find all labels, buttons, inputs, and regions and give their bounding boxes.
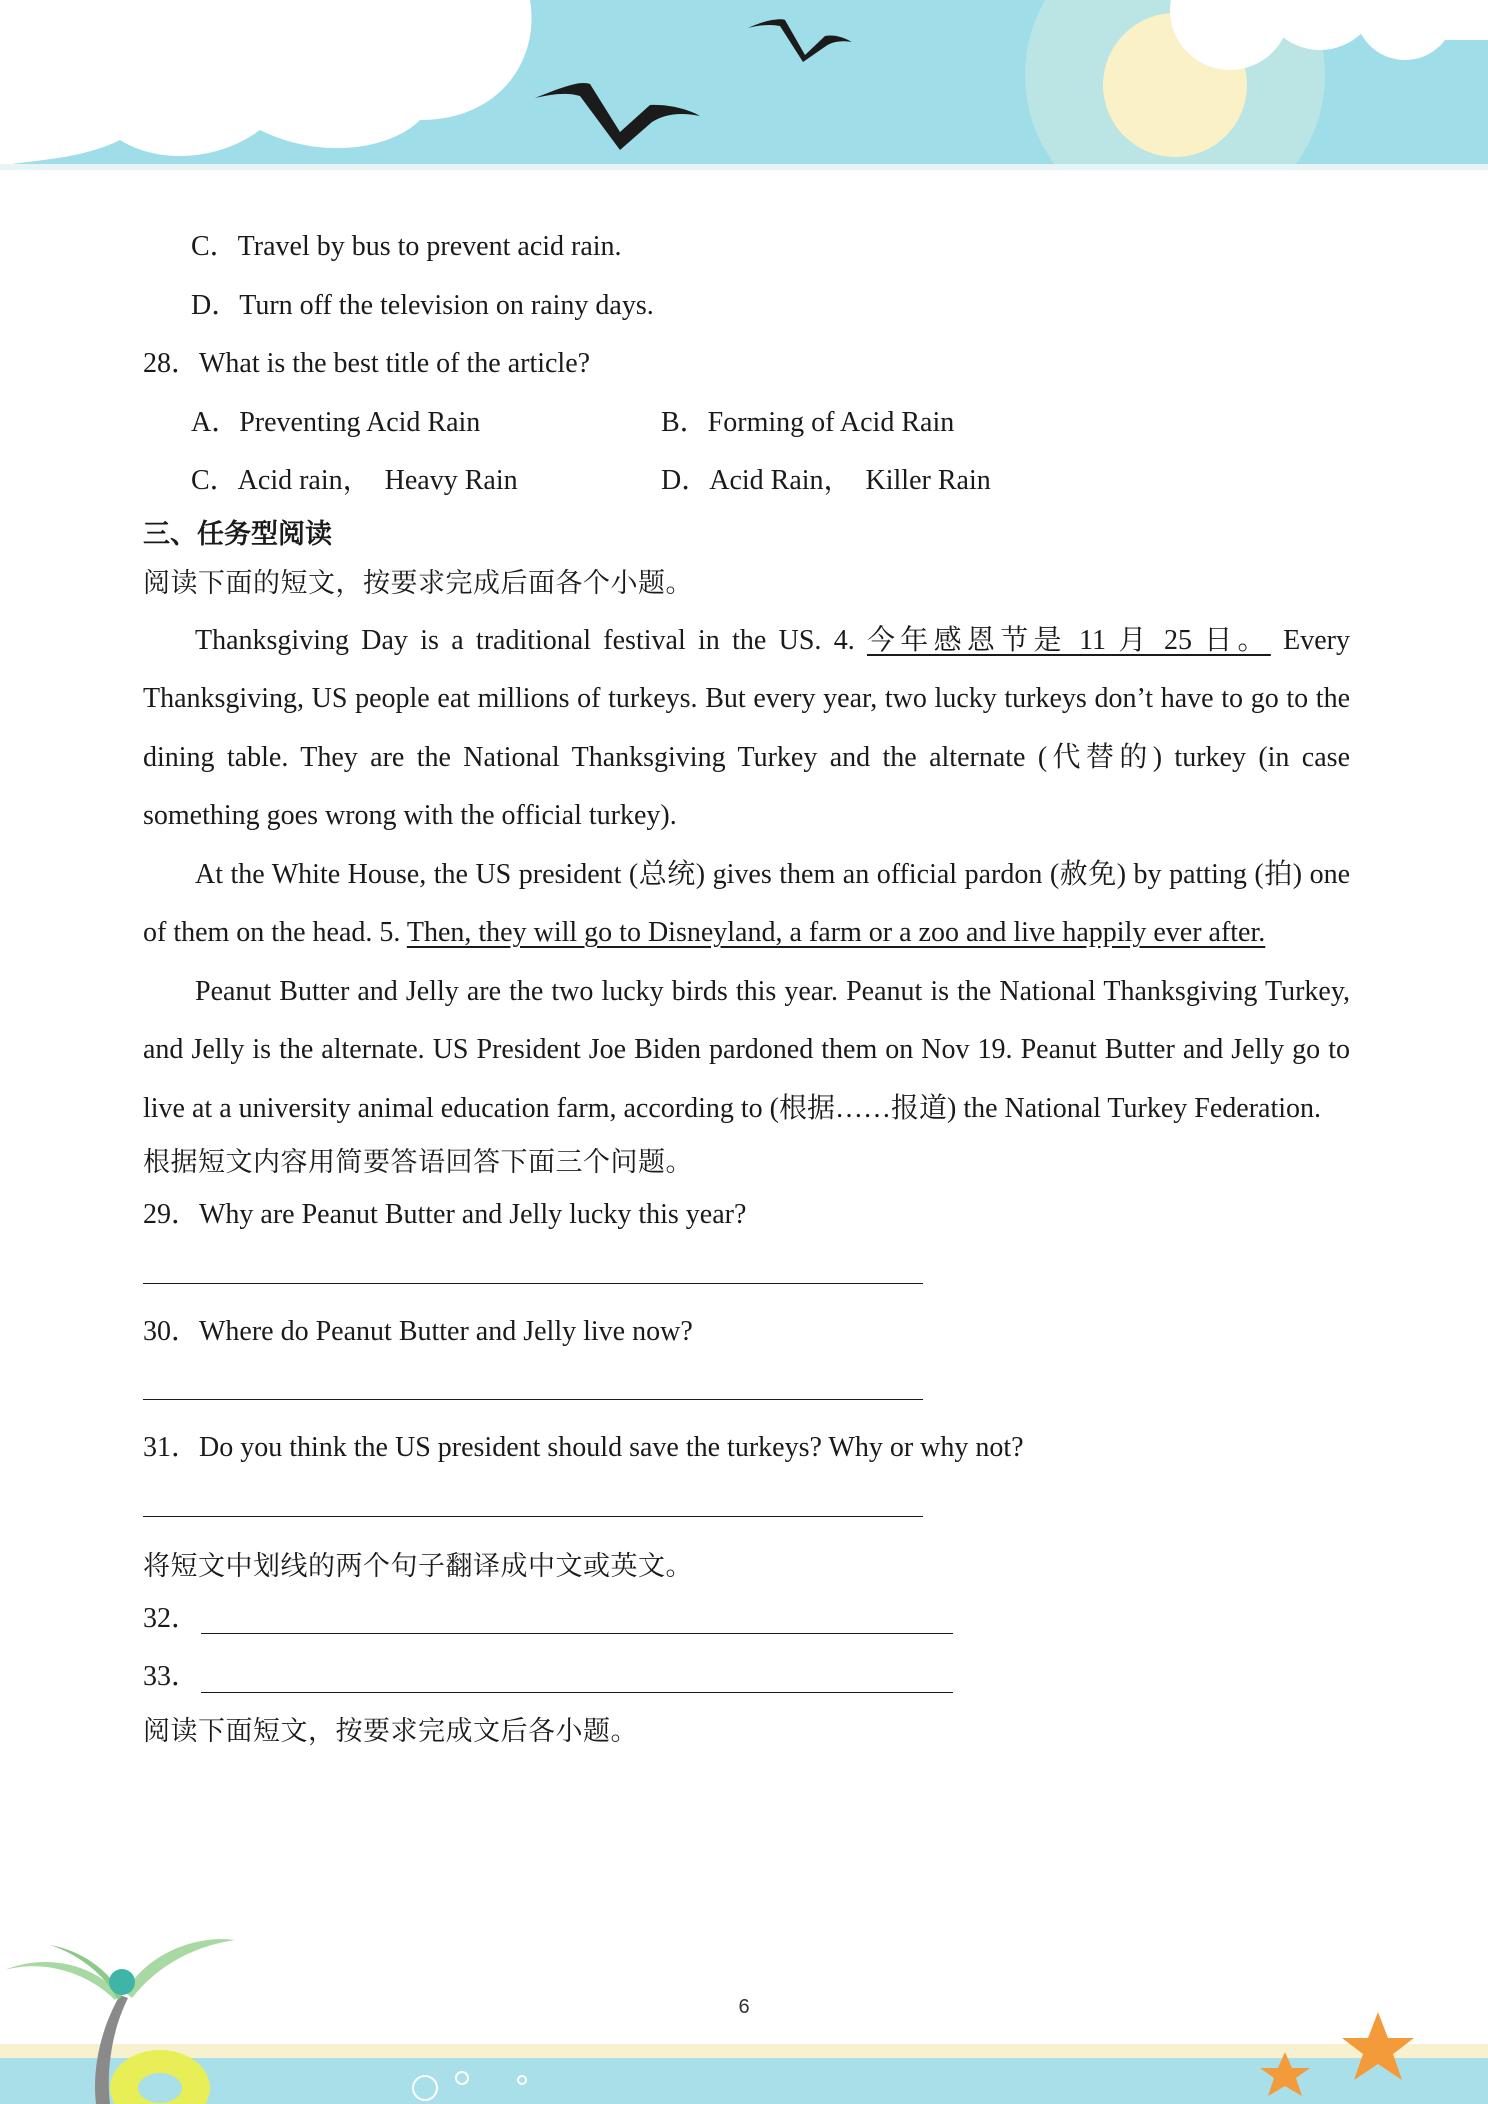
header-decoration — [0, 0, 1488, 170]
passage-paragraph-3: Peanut Butter and Jelly are the two lucky birds this year. Peanut is the National Thanksgiving Turkey, and Jelly is the alternate. US President Joe Biden pardoned them on Nov 19. Peanut Butter and Jelly go to live at a university animal education farm, according to (根据……报道) the National Turkey Federation. — [143, 975, 1350, 1124]
q33-answer-line[interactable] — [201, 1662, 953, 1693]
q28-option-a: A．Preventing Acid Rain — [191, 406, 481, 438]
q30-answer-line[interactable] — [143, 1361, 1350, 1419]
q30-question: 30．Where do Peanut Butter and Jelly live now? — [143, 1315, 693, 1347]
q28-options-row-1 — [143, 394, 1350, 453]
q28-option-b: B．Forming of Acid Rain — [661, 406, 955, 438]
q31-answer-line[interactable] — [143, 1478, 1350, 1536]
q31-question: 31．Do you think the US president should save the turkeys? Why or why not? — [143, 1432, 1024, 1463]
q32-answer-line[interactable] — [201, 1603, 953, 1634]
translation-instruction: 将短文中划线的两个句子翻译成中文或英文。 — [143, 1550, 693, 1581]
passage-paragraph-1 — [143, 612, 1350, 846]
underlined-sentence-5: Then, they will go to Disneyland, a farm or a zoo and live happily ever after. — [406, 917, 1266, 948]
q33-row — [143, 1648, 1350, 1707]
footer-decoration — [0, 1900, 1488, 2104]
q28-question: 28．What is the best title of the article? — [143, 348, 591, 379]
section-heading: 三、任务型阅读 — [143, 518, 332, 550]
q28-option-c: C．Acid rain， Heavy Rain — [191, 465, 518, 496]
q29-question: 29．Why are Peanut Butter and Jelly lucky this year? — [143, 1199, 747, 1230]
section-instruction: 阅读下面的短文，按要求完成后面各个小题。 — [143, 567, 693, 598]
questions-instruction: 根据短文内容用简要答语回答下面三个问题。 — [143, 1147, 693, 1177]
passage-p1-text-a: Thanksgiving Day is a traditional festival in the US. 4. — [195, 624, 867, 656]
page-content — [143, 218, 1350, 1755]
q33-number: 33． — [143, 1661, 200, 1692]
q28-option-d: D．Acid Rain， Killer Rain — [661, 465, 991, 496]
passage-p1-text-b: Every Thanksgiving, US people eat millions of turkeys. But every year, two lucky turkeys don’t have to go to the dining table. They are the National Thanksgiving Turkey and the alternate (代替的) turkey (in case something goes wrong with the official turkey). — [143, 624, 1350, 831]
next-instruction: 阅读下面短文，按要求完成文后各小题。 — [143, 1715, 638, 1746]
underlined-sentence-4: 今年感恩节是 11 月 25 日。 — [867, 624, 1271, 656]
q27-option-c: C．Travel by bus to prevent acid rain. — [191, 231, 622, 262]
q28-options-row-2 — [143, 452, 1350, 511]
q32-number: 32． — [143, 1602, 200, 1634]
passage-p2-text-a: At the White House, the US president (总统) gives them an official pardon (赦免) by patting (拍) one of them on the head. 5. — [143, 858, 1350, 948]
passage-paragraph-2 — [143, 846, 1350, 963]
q27-option-d: D．Turn off the television on rainy days. — [191, 289, 654, 321]
q32-row — [143, 1590, 1350, 1649]
q29-answer-line[interactable] — [143, 1245, 1350, 1303]
page-number: 6 — [738, 1996, 750, 2018]
